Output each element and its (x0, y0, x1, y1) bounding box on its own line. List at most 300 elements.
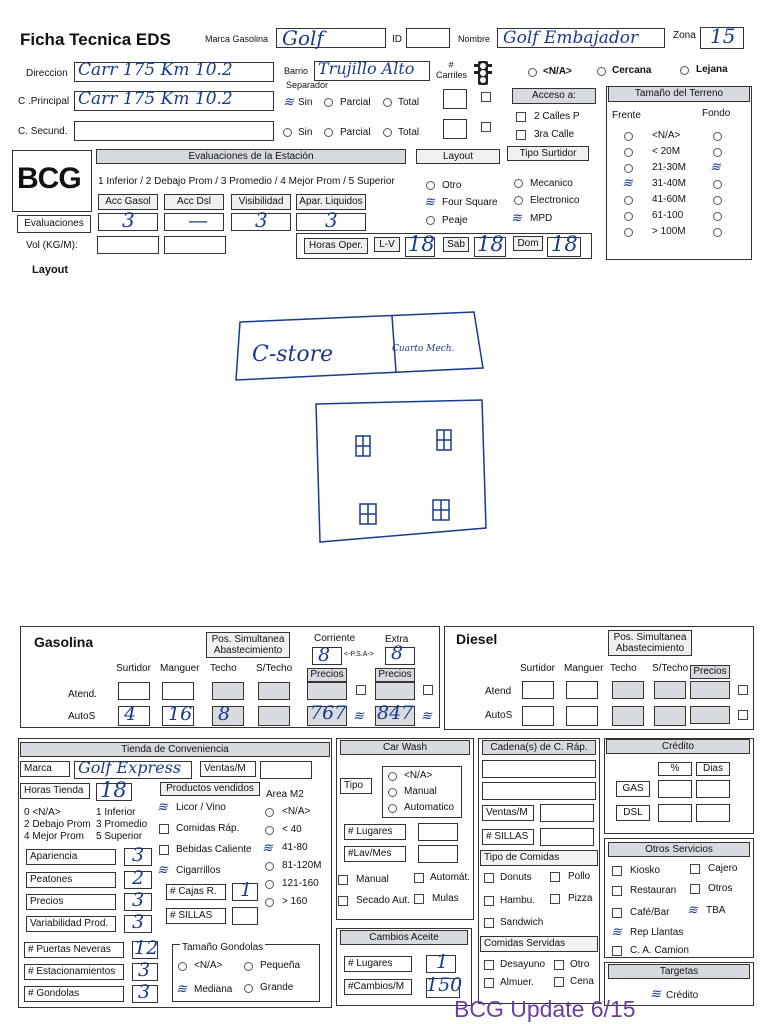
gond-grande-radio[interactable] (244, 984, 253, 993)
gondolas-value: 3 (138, 981, 151, 1003)
otros-label-1: Cajero (708, 863, 738, 874)
gond-grande-label: Grande (260, 982, 294, 993)
terreno-fondo-radio-5[interactable] (713, 212, 722, 221)
direccion-value: Carr 175 Km 10.2 (78, 60, 233, 80)
canopy-outline (316, 400, 486, 542)
area-radio-5[interactable] (265, 898, 274, 907)
producto-label-3: Cigarrillos (176, 865, 221, 876)
area-mark-2: ≋ (262, 841, 273, 856)
dsl-autos-field-3[interactable] (654, 706, 686, 726)
eval-col-header-2: Visibilidad (231, 194, 291, 210)
cadena-header: Cadena(s) de C. Ráp. (482, 740, 596, 755)
direccion-label: Direccion (26, 68, 68, 79)
cw-secado-check[interactable] (338, 896, 348, 906)
cw-lavmes-field[interactable] (418, 845, 458, 863)
area-radio-0[interactable] (265, 808, 274, 817)
cw-lavmes-label (344, 846, 406, 862)
csecund-label: C. Secund. (18, 126, 68, 137)
cw-autom-check[interactable] (414, 873, 424, 883)
traffic-light-icon (474, 60, 492, 86)
surt-electronico-radio[interactable] (514, 196, 523, 205)
cambios-m-value: 150 (426, 974, 463, 996)
cena-label: Cena (570, 976, 594, 987)
productos-header: Productos vendidos (160, 782, 260, 796)
gas-autos-field-3[interactable] (258, 706, 290, 726)
cw-auto-label: Automatico (404, 802, 455, 813)
cw-manual-label: Manual (404, 786, 437, 797)
carriles-secund-field[interactable] (443, 119, 467, 139)
gas-precio-corr-label (307, 668, 347, 682)
area-radio-3[interactable] (265, 862, 274, 871)
surt-mecanico-label: Mecanico (530, 178, 573, 189)
id-field[interactable] (406, 28, 450, 48)
cw-manual-radio[interactable] (388, 788, 397, 797)
sep-total-radio[interactable] (383, 98, 392, 107)
gas-precio-corr-text: Precios (310, 669, 344, 680)
tienda-scale-b1: 3 Promedio (96, 819, 148, 830)
cw-lugares-field[interactable] (418, 823, 458, 841)
gas-col-header-0: Surtidor (116, 663, 152, 674)
evaluaciones-header: Evaluaciones de la Estación (96, 149, 406, 164)
otros-label-2: Restauran (630, 885, 677, 896)
comidas-servidas-text: Comidas Servidas (484, 938, 566, 949)
terreno-fondo-radio-3[interactable] (713, 180, 722, 189)
tienda-scale-a2: 4 Mejor Prom (24, 831, 85, 842)
gas-atend-field-3[interactable] (258, 682, 290, 700)
sab-value: 18 (477, 232, 504, 256)
eval-col-header-0: Acc Gasol (98, 194, 158, 210)
cw-manual-check[interactable] (338, 875, 348, 885)
sandwich-check[interactable] (484, 918, 494, 928)
dsl-atend-check[interactable] (738, 685, 748, 695)
cw-lavmes-text: #Lav/Mes (348, 848, 392, 859)
credito-pct-label (658, 762, 692, 776)
otros-label-4: Café/Bar (630, 907, 670, 918)
acceso-header: Acceso a: (512, 88, 596, 104)
gas-precio-extra-atend[interactable] (375, 682, 415, 700)
gondolas-text: # Gondolas (28, 988, 80, 999)
dsl-atend-field-0[interactable] (522, 681, 554, 699)
bcg-logo: BCG (17, 162, 81, 195)
carriles-principal-field[interactable] (443, 89, 467, 109)
precios-text: Precios (30, 896, 64, 907)
gas-col-header-1: Manguer (160, 663, 200, 674)
otros-check-7[interactable] (612, 946, 622, 956)
almuer-label: Almuer. (500, 977, 534, 988)
gondolas-label (24, 986, 124, 1002)
carwash-tipo-label (340, 778, 372, 794)
terreno-frente-radio-6[interactable] (624, 228, 633, 237)
sandwich-label: Sandwich (500, 917, 544, 928)
gas-col-header-3: S/Techo (256, 663, 293, 674)
sep-sin-label: Sin (298, 97, 313, 108)
marca-label: Marca Gasolina (205, 34, 269, 44)
gas-precio-corr-value: 767 (310, 702, 347, 724)
eval-col-header-3: Apar. Liquidos (296, 194, 366, 210)
cw-secado-label: Secado Aut. (356, 895, 410, 906)
dist-lejana-radio[interactable] (680, 66, 689, 75)
otro-check[interactable] (554, 960, 564, 970)
gas-corr-autos-mark: ≋ (353, 709, 364, 724)
dom-value: 18 (551, 232, 578, 256)
otros-check-3[interactable] (690, 884, 700, 894)
desayuno-label: Desayuno (500, 959, 546, 970)
extra-value: 8 (391, 642, 404, 664)
credito-pct-text: % (670, 763, 680, 774)
tienda-ventas-field[interactable] (260, 761, 312, 779)
gondolas-size-title: Tamaño Gondolas (182, 942, 264, 953)
sep-sin-mark: ≋ (283, 95, 294, 110)
otros-check-2[interactable] (612, 886, 622, 896)
tienda-ventas-label (200, 761, 256, 777)
terreno-frente-radio-1[interactable] (624, 148, 633, 157)
gond-na-radio[interactable] (178, 962, 187, 971)
sec-sin-label: Sin (298, 127, 313, 138)
surt-electronico-label: Electronico (530, 195, 580, 206)
cadena-sillas-label (482, 829, 534, 845)
layout-peaje-radio[interactable] (426, 216, 435, 225)
cadena-field-2[interactable] (482, 782, 596, 800)
terreno-frente-radio-2[interactable] (624, 164, 633, 173)
sep-parcial-label: Parcial (340, 97, 371, 108)
tipo-comidas-text: Tipo de Comidas (484, 852, 560, 863)
almuer-check[interactable] (484, 978, 494, 988)
puertas-text: # Puertas Neveras (28, 944, 111, 955)
tipo-comidas-header (480, 850, 598, 866)
variabilidad-text: Variabilidad Prod. (30, 918, 109, 929)
producto-check-2[interactable] (159, 845, 169, 855)
gas-corr-atend-check[interactable] (356, 685, 366, 695)
surt-mpd-mark: ≋ (511, 211, 522, 226)
terreno-size-label-3: 31-40M (652, 178, 686, 189)
pollo-label: Pollo (568, 871, 591, 882)
sec-total-radio[interactable] (383, 128, 392, 137)
producto-check-1[interactable] (159, 824, 169, 834)
dist-cercana-radio[interactable] (597, 67, 606, 76)
vol-field-2[interactable] (164, 236, 226, 254)
sketch-cuarto-label: Cuarto Mech. (392, 344, 455, 354)
cena-check[interactable] (554, 977, 564, 987)
gas-precio-corr-atend[interactable] (307, 682, 347, 700)
cambios-m-text: #Cambios/M (348, 981, 405, 992)
layout-otro-radio[interactable] (426, 181, 435, 190)
cambios-lugares-text: # Lugares (348, 958, 393, 969)
layout-sketch (24, 280, 764, 624)
marca-value: Golf (282, 26, 324, 50)
horas-tienda-label (20, 783, 90, 799)
gas-atend-field-2[interactable] (212, 682, 244, 700)
cambios-m-label (344, 979, 412, 995)
dsl-autos-field-1[interactable] (566, 706, 598, 726)
lv-label: L-V (374, 237, 400, 252)
area-label-4: 121-160 (282, 878, 319, 889)
donuts-check[interactable] (484, 873, 494, 883)
terreno-size-label-6: > 100M (652, 226, 686, 237)
dsl-autos-check[interactable] (738, 710, 748, 720)
tienda-ventas-text: Ventas/M (204, 763, 246, 774)
tienda-sillas-field[interactable] (232, 907, 258, 925)
cambios-header: Cambios Aceite (340, 930, 468, 945)
diesel-atend-label: Atend (485, 686, 512, 697)
corriente-value: 8 (318, 644, 331, 666)
apariencia-label (26, 849, 116, 865)
otros-check-0[interactable] (612, 866, 622, 876)
area-radio-4[interactable] (265, 880, 274, 889)
cw-na-radio[interactable] (388, 772, 397, 781)
pump-4 (433, 500, 449, 520)
gasolina-pos-text: Pos. Simultanea Abastecimiento (211, 634, 285, 656)
estac-label (24, 964, 124, 980)
dsl-col-header-0: Surtidor (520, 663, 556, 674)
dsl-autos-field-0[interactable] (522, 706, 554, 726)
otros-label-7: C. A. Camion (630, 945, 689, 956)
sab-label: Sab (443, 237, 469, 252)
vol-field[interactable] (97, 236, 159, 254)
sec-parcial-radio[interactable] (324, 128, 333, 137)
eval-value-1: — (188, 208, 208, 232)
dist-na-radio[interactable] (528, 68, 537, 77)
terreno-fondo-radio-4[interactable] (713, 196, 722, 205)
sec-total-label: Total (398, 127, 420, 138)
gas-autos-value-0: 4 (124, 703, 137, 725)
credito-opt-label: Crédito (666, 990, 699, 1001)
cadena-ventas-text: Ventas/M (486, 807, 528, 818)
credito-dsl-text: DSL (623, 807, 643, 818)
dsl-atend-field-3[interactable] (654, 681, 686, 699)
area-label-3: 81-120M (282, 860, 322, 871)
terreno-size-label-5: 61-100 (652, 210, 684, 221)
dsl-autos-field-2[interactable] (612, 706, 644, 726)
apariencia-value: 3 (132, 844, 145, 866)
credito-gas-pct[interactable] (658, 780, 692, 798)
otros-mark-5: ≋ (687, 903, 698, 918)
csecund-field[interactable] (74, 121, 274, 141)
sep-parcial-radio[interactable] (324, 98, 333, 107)
acceso-3ra-check[interactable] (516, 130, 526, 140)
terreno-size-label-4: 41-60M (652, 194, 686, 205)
layout-canvas[interactable] (24, 280, 764, 624)
gond-pequena-radio[interactable] (244, 962, 253, 971)
cw-mulas-check[interactable] (414, 894, 424, 904)
gond-na-label: <N/A> (194, 960, 223, 971)
pizza-check[interactable] (550, 894, 560, 904)
cw-autom-check-label: Automát. (430, 872, 471, 883)
cadena-sillas-field[interactable] (540, 828, 594, 846)
variabilidad-label (26, 916, 116, 932)
cw-auto-radio[interactable] (388, 804, 397, 813)
cprincipal-label: C .Principal (18, 96, 70, 107)
nombre-value: Golf Embajador (503, 28, 639, 48)
lv-value: 18 (408, 232, 435, 256)
producto-mark-0: ≋ (157, 800, 168, 815)
otros-label-0: Kiosko (630, 865, 661, 876)
tienda-scale-a0: 0 <N/A> (24, 807, 61, 818)
area-label-2: 41-80 (282, 842, 308, 853)
diesel-autos-label: AutoS (485, 710, 513, 721)
sep-total-label: Total (398, 97, 420, 108)
dist-cercana-label: Cercana (612, 65, 652, 76)
dsl-atend-field-2[interactable] (612, 681, 644, 699)
area-title: Area M2 (266, 789, 304, 800)
otro-label: Otro (570, 959, 590, 970)
terreno-fondo-mark-2: ≋ (710, 160, 721, 175)
surt-mpd-label: MPD (530, 213, 553, 224)
corriente-label: Corriente (314, 633, 356, 644)
otros-check-4[interactable] (612, 908, 622, 918)
otros-label-6: Rep Llantas (630, 927, 684, 938)
tipo-surtidor-button[interactable]: Tipo Surtidor (507, 146, 589, 161)
credito-dias-label (696, 762, 730, 776)
credito-dsl-pct[interactable] (658, 804, 692, 822)
dsl-precio-atend[interactable] (690, 681, 730, 699)
gas-atend-field-0[interactable] (118, 682, 150, 700)
gond-mediana-label: Mediana (194, 984, 233, 995)
diesel-title: Diesel (456, 631, 498, 647)
area-label-1: < 40 (282, 824, 302, 835)
zona-value: 15 (710, 24, 736, 48)
dsl-precio-autos[interactable] (690, 706, 730, 724)
variabilidad-value: 3 (132, 911, 145, 933)
gas-precio-extra-text: Precios (378, 669, 412, 680)
cambios-lugares-label (344, 956, 412, 972)
update-stamp: BCG Update 6/15 (454, 996, 636, 1022)
tienda-scale-b2: 5 Superior (96, 831, 143, 842)
gasolina-title: Gasolina (34, 634, 94, 650)
area-label-5: > 160 (282, 896, 308, 907)
terreno-fondo-radio-0[interactable] (713, 132, 722, 141)
terreno-frente-radio-4[interactable] (624, 196, 633, 205)
carriles-label: # Carriles (436, 60, 468, 80)
psa-label: <-P.S.A-> (344, 651, 374, 658)
tienda-marca-text: Marca (24, 763, 52, 774)
dsl-precio-label (690, 665, 730, 679)
terreno-frente-radio-5[interactable] (624, 212, 633, 221)
area-radio-1[interactable] (265, 826, 274, 835)
gas-extra-atend-check[interactable] (423, 685, 433, 695)
cambios-lugares-value: 1 (436, 951, 449, 973)
targetas-header: Targetas (608, 964, 750, 979)
producto-mark-3: ≋ (157, 863, 168, 878)
desayuno-check[interactable] (484, 960, 494, 970)
credito-dsl-label (616, 805, 650, 821)
horas-tienda-text: Horas Tienda (24, 785, 84, 796)
gasolina-atend-label: Atend. (68, 689, 97, 700)
cw-mulas-label: Mulas (432, 893, 459, 904)
peatones-label (26, 872, 116, 888)
cadena-sillas-text: # SILLAS (486, 831, 529, 842)
gas-atend-field-1[interactable] (162, 682, 194, 700)
extra-label: Extra (385, 634, 409, 645)
cadena-ventas-label (482, 805, 534, 821)
gas-precio-extra-value: 847 (377, 702, 414, 724)
carriles-secund-check[interactable] (481, 122, 491, 132)
hambu-label: Hambu. (500, 895, 536, 906)
gasolina-autos-label: AutoS (68, 711, 96, 722)
layout-otro-label: Otro (442, 180, 462, 191)
otros-mark-6: ≋ (611, 925, 622, 940)
terreno-frente-radio-0[interactable] (624, 132, 633, 141)
tienda-marca-value: Golf Express (78, 758, 182, 777)
pizza-label: Pizza (568, 893, 593, 904)
tienda-header: Tienda de Conveniencia (20, 742, 330, 757)
terreno-frente-mark-3: ≋ (622, 176, 633, 191)
cw-na-label: <N/A> (404, 770, 433, 781)
estac-value: 3 (138, 959, 151, 981)
peatones-text: Peatones (30, 874, 73, 885)
otros-label-3: Otros (708, 883, 733, 894)
fondo-label: Fondo (702, 108, 731, 119)
credito-gas-text: GAS (622, 783, 644, 794)
producto-label-2: Bebidas Caliente (176, 844, 252, 855)
layout-foursquare-label: Four Square (442, 197, 498, 208)
dsl-col-header-3: S/Techo (652, 663, 689, 674)
otros-servicios-header: Otros Servicios (608, 842, 750, 857)
hambu-check[interactable] (484, 896, 494, 906)
carwash-header: Car Wash (340, 740, 470, 755)
carwash-tipo-text: Tipo (344, 780, 364, 791)
gas-autos-value-1: 16 (168, 703, 193, 725)
pump-3 (360, 504, 376, 524)
nombre-label: Nombre (458, 34, 491, 44)
acceso-2calles-check[interactable] (516, 112, 526, 122)
credito-dsl-dias[interactable] (696, 804, 730, 822)
gas-precio-extra-label (375, 668, 415, 682)
credito-gas-label (616, 781, 650, 797)
credito-opt-mark: ≋ (650, 987, 661, 1002)
horas-label: Horas Oper. (304, 238, 368, 254)
barrio-value: Trujillo Alto (318, 59, 415, 78)
layout-button[interactable]: Layout (416, 149, 500, 164)
carriles-principal-check[interactable] (481, 92, 491, 102)
pump-1 (356, 436, 370, 456)
cajas-text: # Cajas R. (170, 886, 217, 897)
credito-gas-dias[interactable] (696, 780, 730, 798)
puertas-value: 12 (134, 937, 159, 959)
sec-parcial-label: Parcial (340, 127, 371, 138)
puertas-label (24, 942, 124, 958)
gas-col-header-2: Techo (210, 663, 237, 674)
cadena-field-1[interactable] (482, 760, 596, 778)
gond-pequena-label: Pequeña (260, 960, 301, 971)
cw-lugares-text: # Lugares (348, 826, 393, 837)
vol-label: Vol (KG/M): (26, 240, 78, 251)
surt-mecanico-radio[interactable] (514, 179, 523, 188)
otros-check-1[interactable] (690, 864, 700, 874)
peatones-value: 2 (132, 867, 145, 889)
cadena-ventas-field[interactable] (540, 804, 594, 822)
barrio-label: Barrio (284, 66, 309, 76)
id-label: ID (392, 34, 402, 45)
cajas-label (166, 884, 226, 900)
terreno-size-label-2: 21-30M (652, 162, 686, 173)
pollo-check[interactable] (550, 872, 560, 882)
eval-value-2: 3 (255, 208, 268, 232)
frente-label: Frente (612, 110, 641, 121)
area-label-0: <N/A> (282, 806, 311, 817)
evaluaciones-row-label (17, 215, 91, 233)
layout-peaje-label: Peaje (442, 215, 468, 226)
terreno-fondo-radio-1[interactable] (713, 148, 722, 157)
tienda-marca-label (20, 761, 70, 777)
terreno-fondo-radio-6[interactable] (713, 228, 722, 237)
dsl-atend-field-1[interactable] (566, 681, 598, 699)
precios-value: 3 (132, 889, 145, 911)
gasolina-pos-label (206, 632, 290, 658)
separador-label: Separador (286, 80, 329, 90)
gas-extra-autos-mark: ≋ (421, 709, 432, 724)
sec-sin-radio[interactable] (283, 128, 292, 137)
diesel-pos-label (608, 630, 692, 656)
